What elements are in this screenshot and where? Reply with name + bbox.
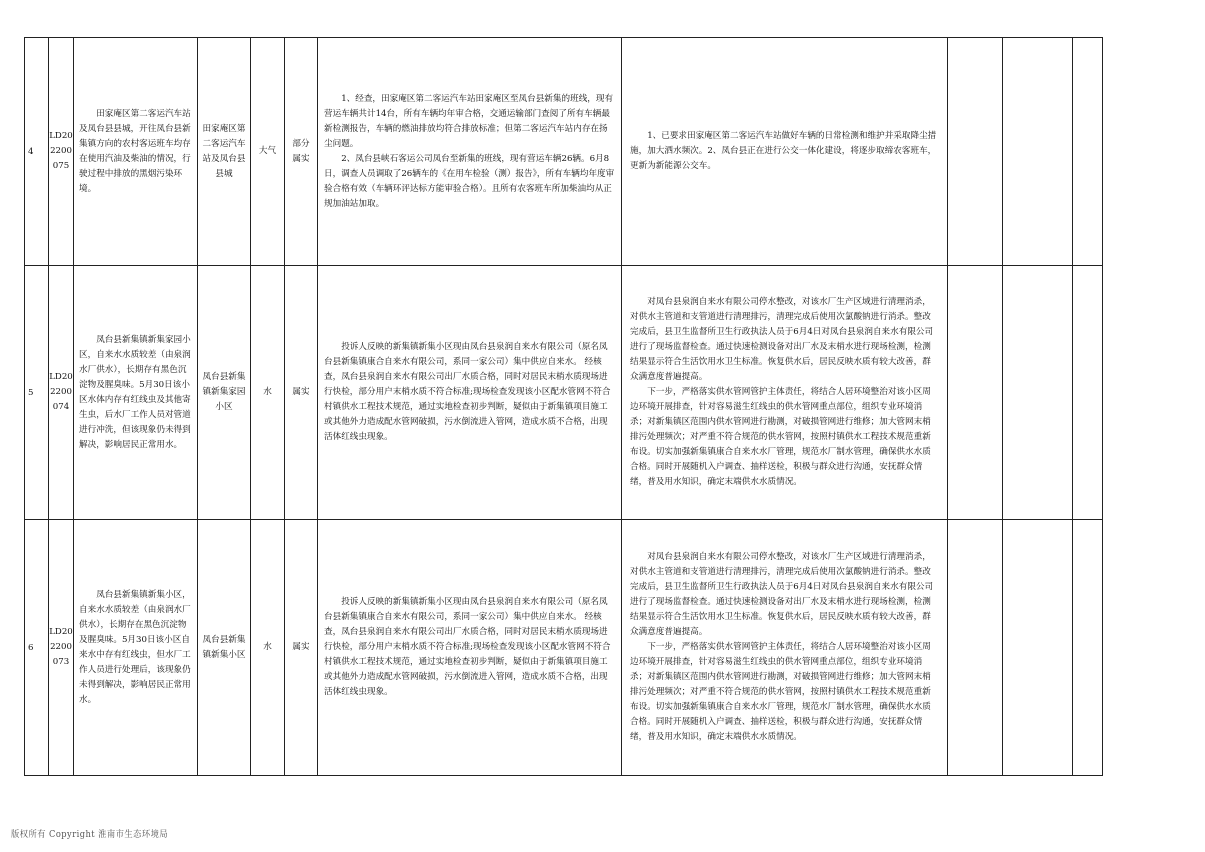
- empty-cell: [1073, 520, 1103, 776]
- table-row: [25, 266, 1103, 520]
- administrative-area: 田家庵区第二客运汽车站及凤台县县城: [198, 38, 251, 266]
- empty-cell: [948, 38, 1003, 266]
- investigation-findings: [318, 266, 622, 520]
- description-text: 凤台县新集镇新集家园小区，自来水水质较差（由泉润水厂供水），长期存有黑色沉淀物及腥臭味。5月30日该小区水体内存有红线虫及其他寄生虫，后水厂工作人员对管道进行冲洗，但该现象仍未得到解决，影响居民正常用水。: [79, 334, 191, 450]
- administrative-area: 凤台县新集镇新集家园小区: [198, 266, 251, 520]
- complaint-description: [74, 520, 198, 776]
- empty-cell: [1073, 38, 1103, 266]
- complaint-table: [24, 37, 1103, 776]
- findings-paragraph: 1、经查，田家庵区第二客运汽车站田家庵区至凤台县新集的班线，现有营运车辆共计14台，所有车辆均年审合格，交通运输部门查阅了所有车辆最新检测报告，车辆的燃油排放均符合排放标准；但第二客运汽车站内存在扬尘问题。: [324, 93, 614, 149]
- description-text: 凤台县新集镇新集小区，自来水水质较差（由泉润水厂供水），长期存在黑色沉淀物及腥臭味。5月30日该小区自来水中存有红线虫，但水厂工作人员进行处理后，该现象仍未得到解决，影响居民正常用水。: [79, 589, 191, 705]
- rectification-measures: [622, 520, 948, 776]
- empty-cell: [1073, 266, 1103, 520]
- pollution-type: 大气: [251, 38, 285, 266]
- empty-cell: [1003, 520, 1073, 776]
- row-number: 4: [25, 38, 49, 266]
- verification-result: 部分属实: [285, 38, 318, 266]
- table-body: [25, 38, 1103, 776]
- empty-cell: [948, 520, 1003, 776]
- rectification-measures: [622, 38, 948, 266]
- page-footer: 版权所有 Copyright 淮南市生态环境局: [11, 830, 169, 840]
- table-row: [25, 38, 1103, 266]
- complaint-description: [74, 266, 198, 520]
- findings-paragraph: 投诉人反映的新集镇新集小区现由凤台县泉润自来水有限公司（原名凤台县新集镇康合自来水有限公司，系同一家公司）集中供应自来水。 经核查，凤台县泉润自来水有限公司出厂水质合格，同时对居民末梢水质现场进行快检，部分用户末梢水质不符合标准;现场检查发现该小区配水管网不符合村镇供水工程技术规范，通过实地检查初步判断，疑似由于新集镇项目施工或其他外力造成配水管网破损，污水倒流进入管网，造成水质不合格，出现活体红线虫现象。: [324, 597, 611, 697]
- complaint-code: LD202200075: [49, 38, 74, 266]
- rectification-paragraph: 对凤台县泉润自来水有限公司停水整改，对该水厂生产区域进行清理消杀，对供水主管道和支管道进行清理排污，清理完成后使用次氯酸钠进行消杀。整改完成后，县卫生监督所卫生行政执法人员于6月4日对凤台县泉润自来水有限公司进行了现场监督检查。通过快速检测设备对出厂水及末梢水进行现场检测，检测结果显示符合生活饮用水卫生标准。恢复供水后，居民反映水质有较大改善，群众满意度普遍提高。: [630, 552, 934, 637]
- rectification-paragraph: 下一步，严格落实供水管网管护主体责任，将结合人居环境整治对该小区周边环境开展排查，针对容易滋生红线虫的供水管网重点部位，组织专业环境消杀；对新集镇区范围内供水管网进行勘测，对破损管网进行维修；加大管网末梢排污处理频次；对严重不符合规范的供水管网，按照村镇供水工程技术规范重新布设。切实加强新集镇康合自来水水厂管理，规范水厂制水管理，确保供水水质合格。同时开展随机入户调查、抽样送检，积极与群众进行沟通，安抚群众情绪，普及用水知识，确定末端供水水质情况。: [630, 642, 931, 742]
- complaint-code: LD202200073: [49, 520, 74, 776]
- row-number: 5: [25, 266, 49, 520]
- pollution-type: 水: [251, 520, 285, 776]
- empty-cell: [1003, 266, 1073, 520]
- empty-cell: [1003, 38, 1073, 266]
- verification-result: 属实: [285, 520, 318, 776]
- complaint-code: LD202200074: [49, 266, 74, 520]
- table-row: [25, 520, 1103, 776]
- verification-result: 属实: [285, 266, 318, 520]
- investigation-findings: [318, 520, 622, 776]
- rectification-paragraph: 1、已要求田家庵区第二客运汽车站做好车辆的日常检测和维护并采取降尘措施，加大洒水频次。2、凤台县正在进行公交一体化建设，将逐步取缔农客班车，更新为新能源公交车。: [630, 131, 937, 171]
- findings-paragraph: 2、凤台县峡石客运公司凤台至新集的班线，现有营运车辆26辆。6月8日，调查人员调取了26辆车的《在用车检验（测）报告》，所有车辆均年度审验合格有效（车辆环评达标方能审验合格）。且所有农客班车所加柴油均从正规加油站加取。: [324, 153, 615, 209]
- report-sheet: [24, 37, 1102, 775]
- empty-cell: [948, 266, 1003, 520]
- row-number: 6: [25, 520, 49, 776]
- administrative-area: 凤台县新集镇新集小区: [198, 520, 251, 776]
- complaint-description: [74, 38, 198, 266]
- rectification-measures: [622, 266, 948, 520]
- findings-paragraph: 投诉人反映的新集镇新集小区现由凤台县泉润自来水有限公司（原名凤台县新集镇康合自来水有限公司，系同一家公司）集中供应自来水。 经核查，凤台县泉润自来水有限公司出厂水质合格，同时对居民末梢水质现场进行快检，部分用户末梢水质不符合标准;现场检查发现该小区配水管网不符合村镇供水工程技术规范，通过实地检查初步判断，疑似由于新集镇项目施工或其他外力造成配水管网破损，污水倒流进入管网，造成水质不合格，出现活体红线虫现象。: [324, 342, 611, 442]
- rectification-paragraph: 下一步，严格落实供水管网管护主体责任，将结合人居环境整治对该小区周边环境开展排查，针对容易滋生红线虫的供水管网重点部位，组织专业环境消杀；对新集镇区范围内供水管网进行勘测，对破损管网进行维修；加大管网末梢排污处理频次；对严重不符合规范的供水管网，按照村镇供水工程技术规范重新布设。切实加强新集镇康合自来水水厂管理，规范水厂制水管理，确保供水水质合格。同时开展随机入户调查、抽样送检，积极与群众进行沟通，安抚群众情绪，普及用水知识，确定末端供水水质情况。: [630, 387, 931, 487]
- description-text: 田家庵区第二客运汽车站及凤台县县城，开往凤台县新集镇方向的农村客运班车均存在使用汽油及柴油的情况，行驶过程中排放的黑烟污染环境。: [79, 108, 191, 194]
- investigation-findings: [318, 38, 622, 266]
- rectification-paragraph: 对凤台县泉润自来水有限公司停水整改，对该水厂生产区域进行清理消杀，对供水主管道和支管道进行清理排污，清理完成后使用次氯酸钠进行消杀。整改完成后，县卫生监督所卫生行政执法人员于6月4日对凤台县泉润自来水有限公司进行了现场监督检查。通过快速检测设备对出厂水及末梢水进行现场检测，检测结果显示符合生活饮用水卫生标准。恢复供水后，居民反映水质有较大改善，群众满意度普遍提高。: [630, 297, 934, 382]
- pollution-type: 水: [251, 266, 285, 520]
